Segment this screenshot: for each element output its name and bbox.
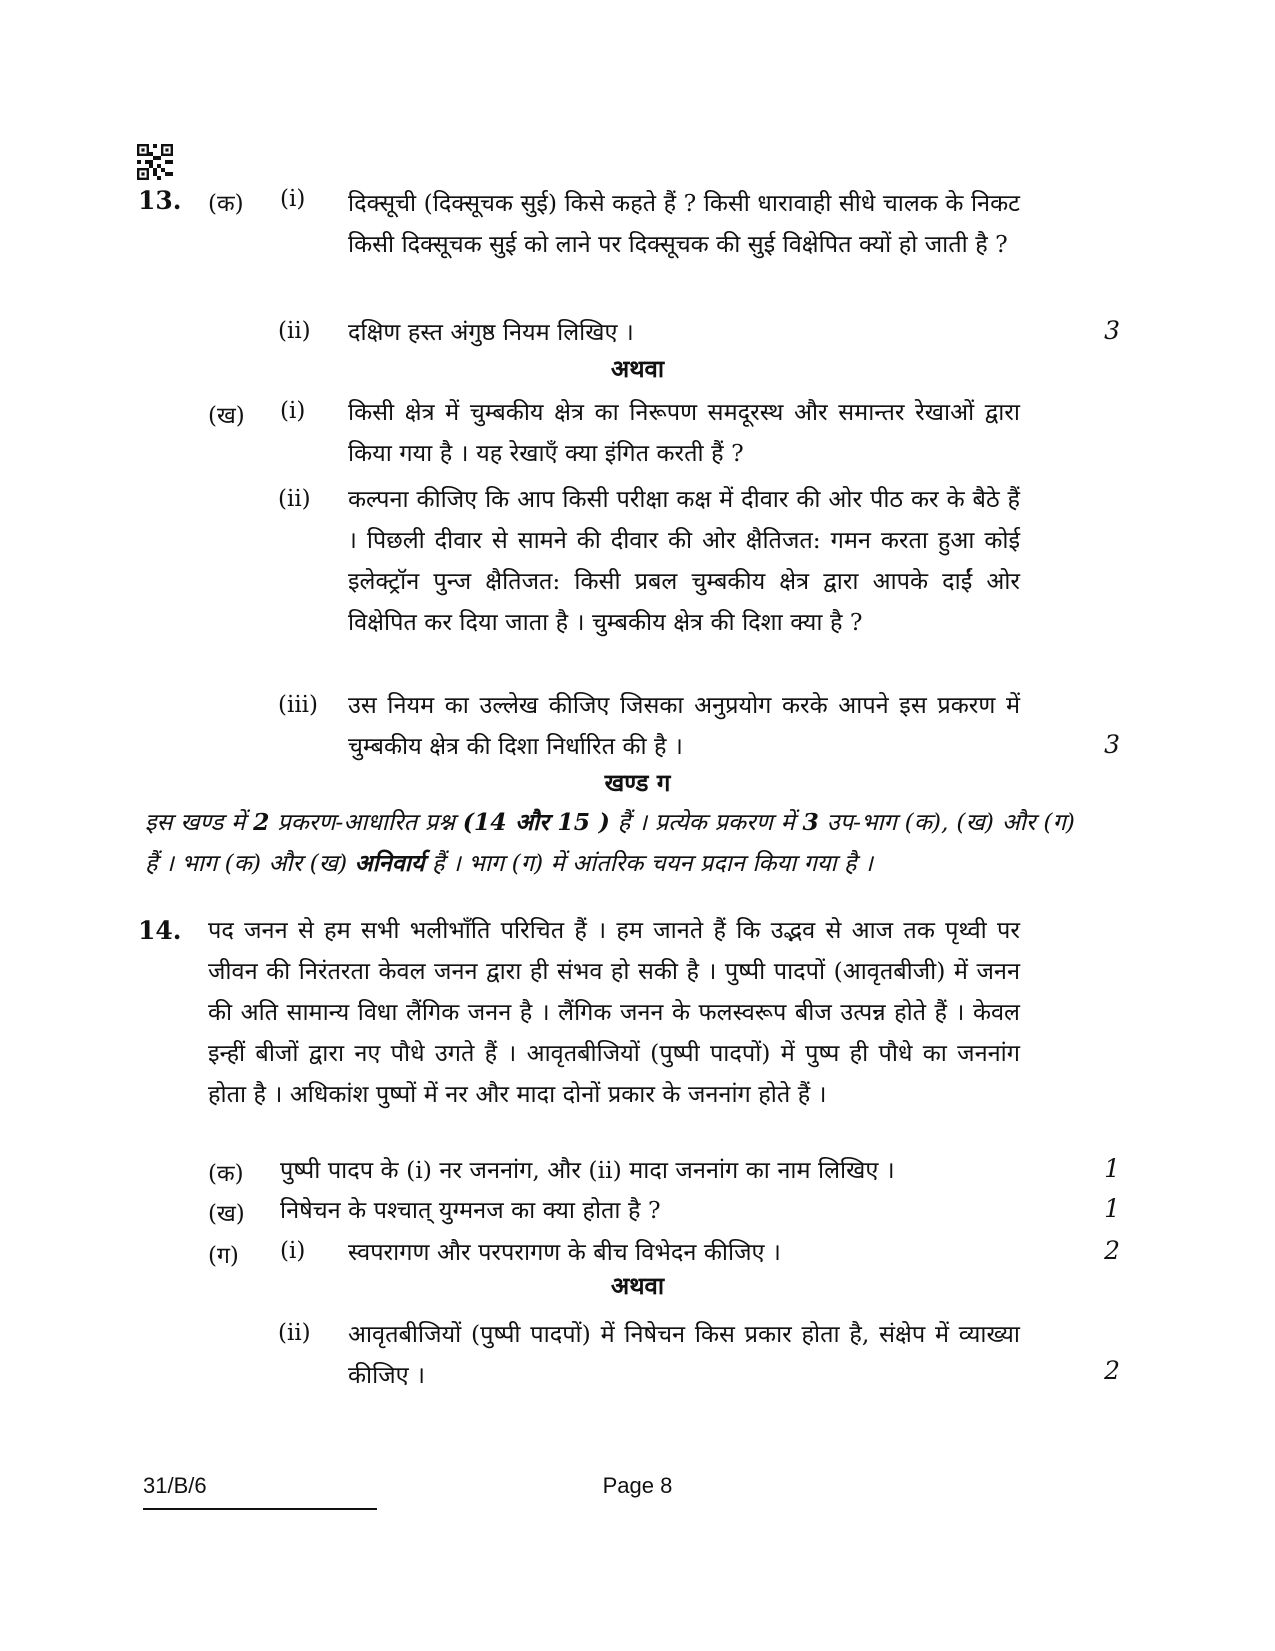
question-text: दिक्सूची (दिक्सूचक सुई) किसे कहते हैं ? किसी धारावाही सीधे चालक के निकट किसी दिक्सूचक सुई को लाने पर दिक्सूचक की सुई विक्षेपित क्यों हो जाती है ? [348,189,1020,258]
subpart-label: (iii) [278,692,319,718]
part-label: (क) [208,1161,244,1187]
subpart-label: (ii) [278,318,311,344]
question-text: पुष्पी पादप के (i) नर जननांग, और (ii) मादा जननांग का नाम लिखिए । [280,1156,895,1184]
part-label: (क) [208,191,244,217]
part-label: (ख) [208,1201,245,1227]
paper-code: 31/B/6 [143,1473,207,1498]
marks: 3 [1104,730,1120,759]
part-label: (ख) [208,403,245,429]
marks: 2 [1104,1356,1120,1385]
question-number: 13. [138,186,182,215]
question-text: कल्पना कीजिए कि आप किसी परीक्षा कक्ष में दीवार की ओर पीठ कर के बैठे हैं । पिछली दीवार से सामने की दीवार की ओर क्षैतिजत: गमन करता हुआ कोई इलेक्ट्रॉन पुन्ज क्षैतिजत: किसी प्रबल चुम्बकीय क्षेत्र द्वारा आपके दाईं ओर विक्षेपित कर दिया जाता है । चुम्बकीय क्षेत्र की दिशा क्या है ? [348,485,1020,636]
question-number: 14. [138,916,182,945]
question-text: दक्षिण हस्त अंगुष्ठ नियम लिखिए । [348,318,634,346]
subpart-label: (i) [280,186,306,212]
or-label: अथवा [610,354,665,383]
subpart-label: (ii) [278,486,311,512]
question-text: उस नियम का उल्लेख कीजिए जिसका अनुप्रयोग करके आपने इस प्रकरण में चुम्बकीय क्षेत्र की दिशा निर्धारित की है । [348,691,1020,760]
subpart-label: (ii) [278,1320,311,1346]
subpart-label: (i) [280,398,306,424]
question-text: निषेचन के पश्चात् युग्मनज का क्या होता है ? [280,1196,661,1224]
marks: 3 [1104,316,1120,345]
or-label: अथवा [610,1271,665,1300]
part-label: (ग) [208,1243,239,1269]
case-passage: पद जनन से हम सभी भलीभाँति परिचित हैं । हम जानते हैं कि उद्भव से आज तक पृथ्वी पर जीवन की निरंतरता केवल जनन द्वारा ही संभव हो सकी है । पुष्पी पादपों (आवृतबीजी) में जनन की अति सामान्य विधा लैंगिक जनन है । लैंगिक जनन के फलस्वरूप बीज उत्पन्न होते हैं । केवल इन्हीं बीजों द्वारा नए पौधे उगते हैं । आवृतबीजियों (पुष्पी पादपों) में पुष्प ही पौधे का जननांग होता है । अधिकांश पुष्पों में नर और मादा दोनों प्रकार के जननांग होते हैं । [208,916,1020,1108]
question-text: किसी क्षेत्र में चुम्बकीय क्षेत्र का निरूपण समदूरस्थ और समान्तर रेखाओं द्वारा किया गया है । यह रेखाएँ क्या इंगित करती हैं ? [348,398,1020,467]
marks: 1 [1104,1154,1120,1183]
footer-rule [143,1508,377,1510]
question-text: आवृतबीजियों (पुष्पी पादपों) में निषेचन किस प्रकार होता है, संक्षेप में व्याख्या कीजिए । [348,1320,1020,1389]
page-number: Page 8 [602,1473,673,1498]
question-text: स्वपरागण और परपरागण के बीच विभेदन कीजिए । [348,1238,781,1266]
marks: 2 [1104,1236,1120,1265]
qr-code [137,144,173,180]
marks: 1 [1104,1194,1120,1223]
section-instructions: इस खण्ड में 2 प्रकरण-आधारित प्रश्न (14 और 15 ) हैं । प्रत्येक प्रकरण में 3 उप-भाग (क), (ख) और (ग) हैं । भाग (क) और (ख) अनिवार्य हैं । भाग (ग) में आंतरिक चयन प्रदान किया गया है । [145,808,1075,877]
subpart-label: (i) [280,1238,306,1264]
section-title: खण्ड ग [604,768,671,797]
